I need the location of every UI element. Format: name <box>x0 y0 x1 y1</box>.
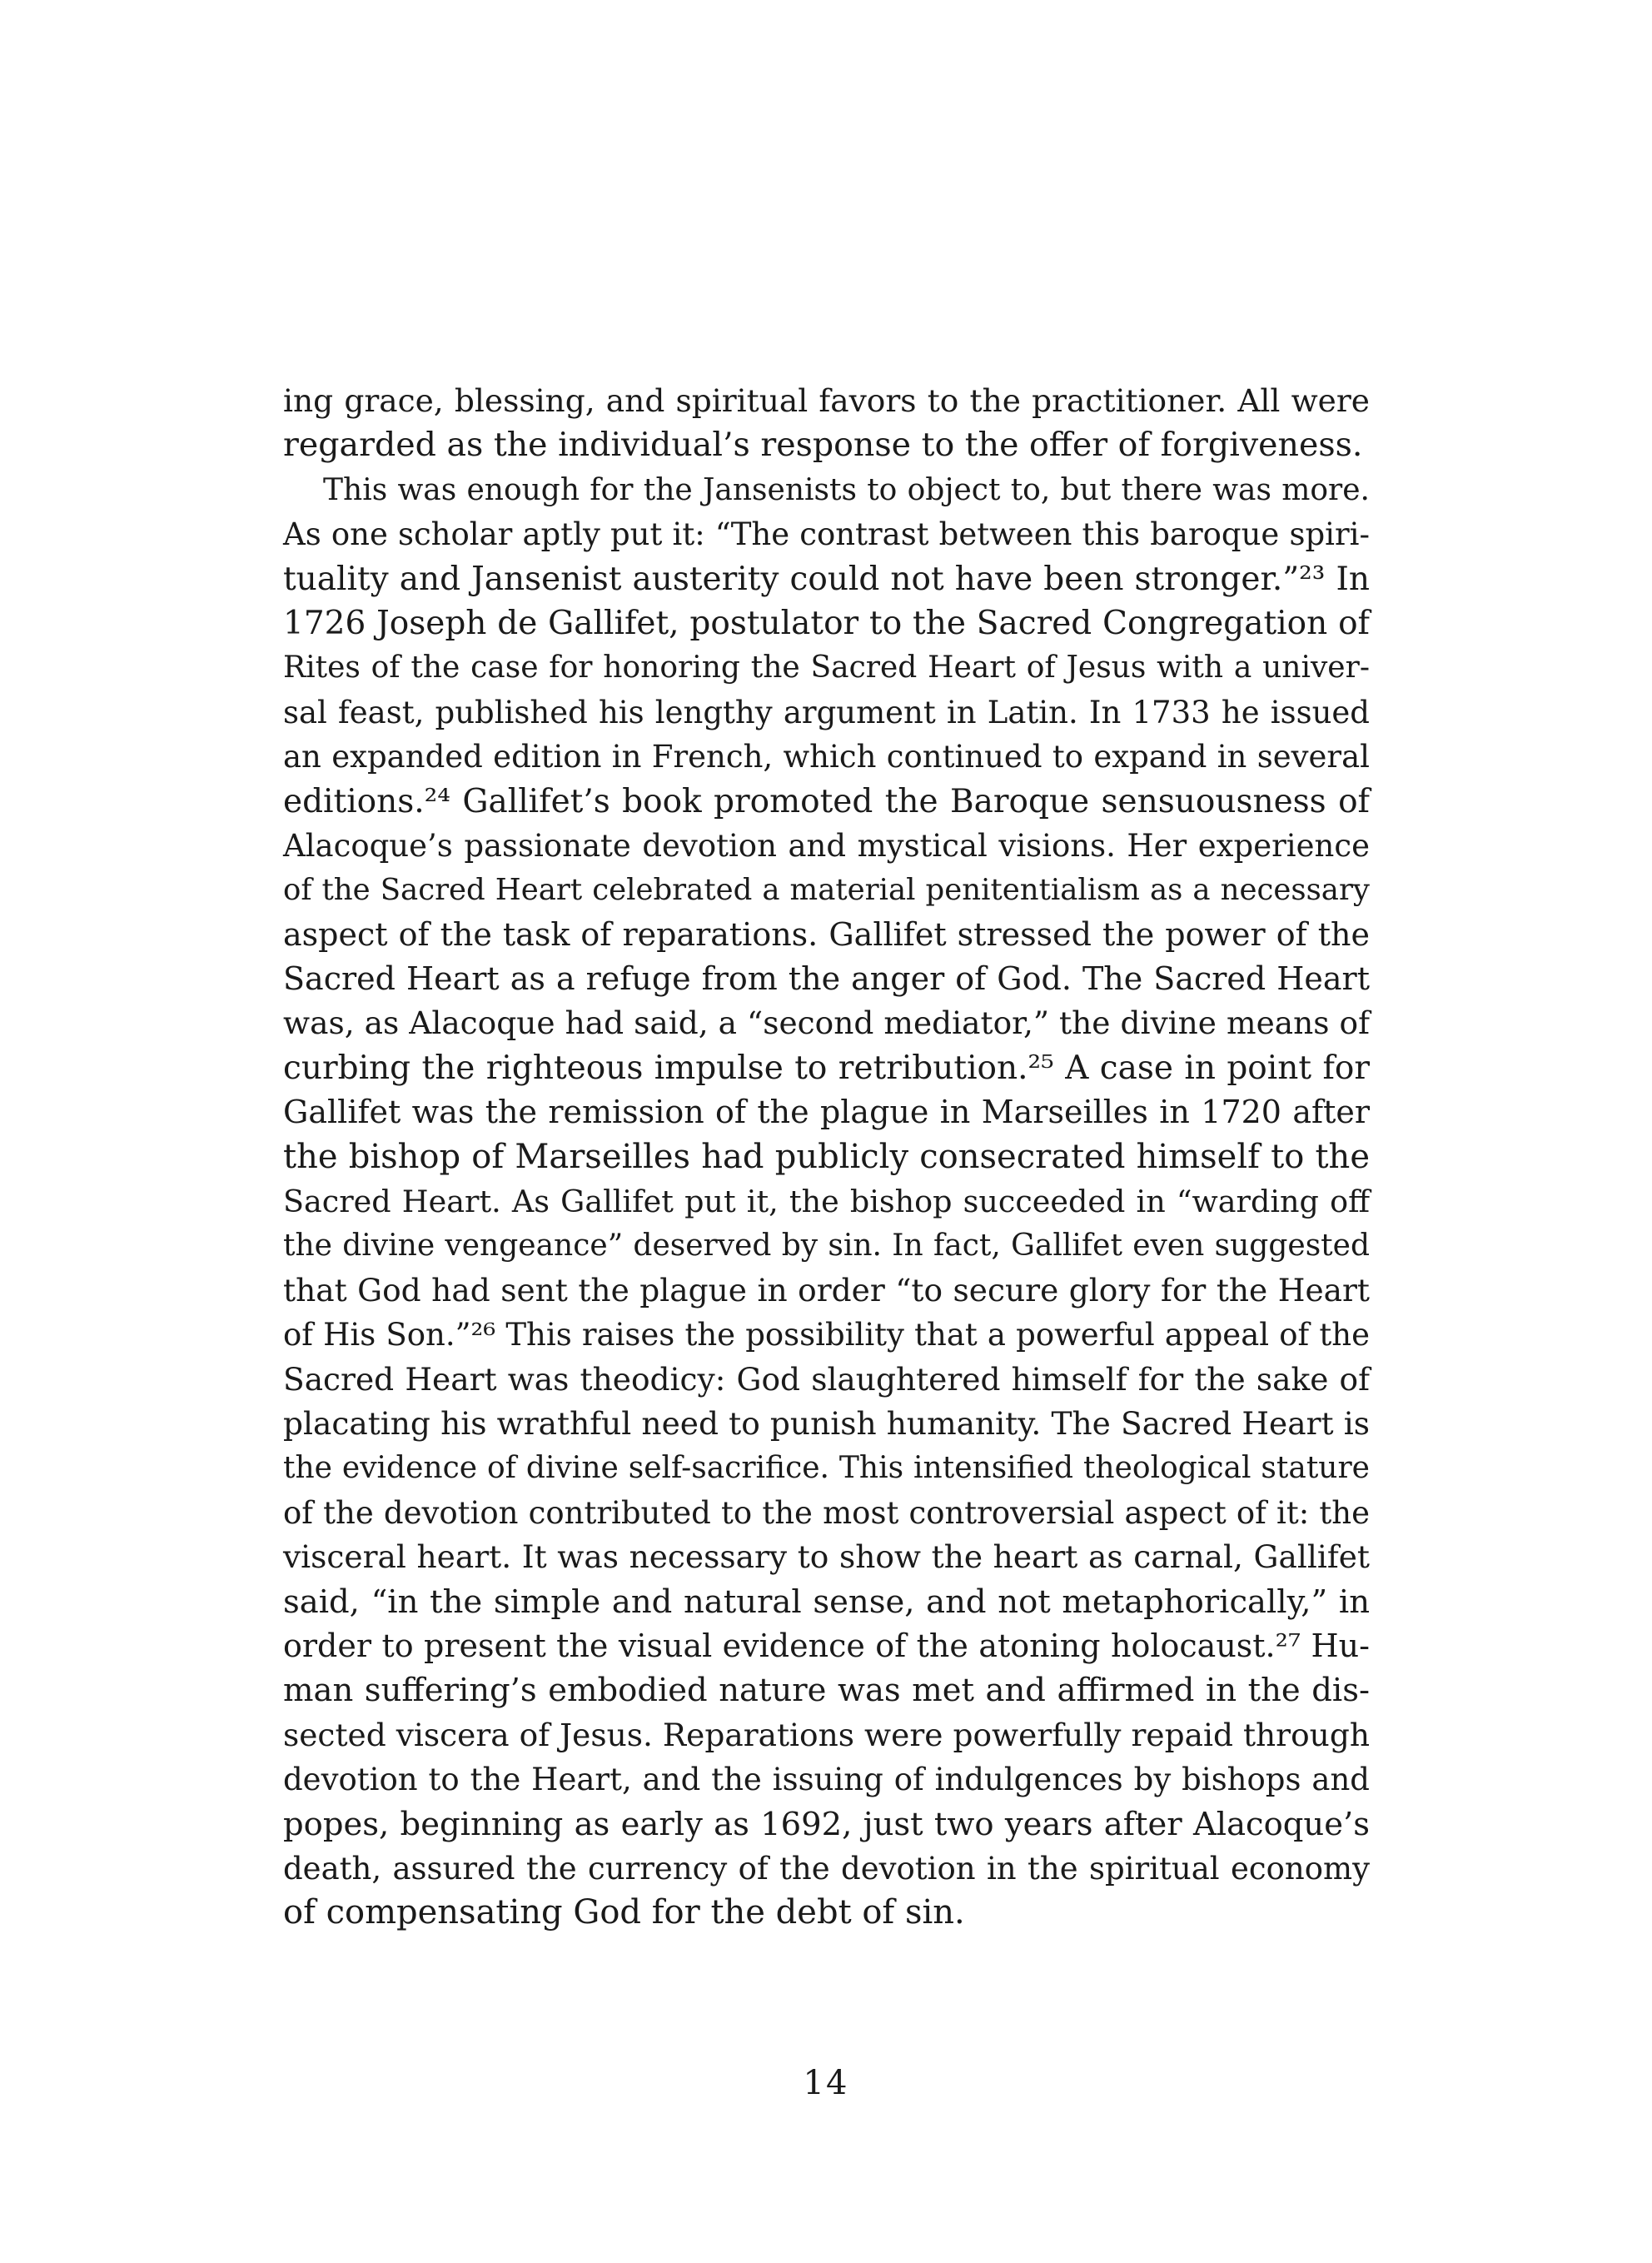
text-line: curbing the righteous impulse to retribution.²⁵ A case in point for <box>283 1049 1370 1087</box>
text-line: Sacred Heart was theodicy: God slaughtered himself for the sake of <box>283 1360 1370 1398</box>
text-line: man suffering’s embodied nature was met and affirmed in the dis- <box>283 1672 1370 1710</box>
body-text <box>283 379 1370 1936</box>
text-line: the evidence of divine self-sacrifice. This intensified theological stature <box>283 1451 1370 1486</box>
text-line: This was enough for the Jansenists to object to, but there was more. <box>323 472 1370 507</box>
text-line: popes, beginning as early as 1692, just two years after Alacoque’s <box>283 1805 1370 1843</box>
text-line: Gallifet was the remission of the plague in Marseilles in 1720 after <box>283 1094 1370 1131</box>
text-line: the divine vengeance” deserved by sin. In fact, Gallifet even suggested <box>283 1229 1370 1264</box>
text-line: death, assured the currency of the devotion in the spiritual economy <box>283 1850 1370 1887</box>
text-line: of compensating God for the debt of sin. <box>283 1893 965 1932</box>
text-line: tuality and Jansenist austerity could not have been stronger.”²³ In <box>283 560 1370 598</box>
text-line: that God had sent the plague in order “to secure glory for the Heart <box>283 1271 1370 1308</box>
text-line: editions.²⁴ Gallifet’s book promoted the Baroque sensuousness of <box>283 782 1370 820</box>
text-line: Sacred Heart as a refuge from the anger of God. The Sacred Heart <box>283 960 1370 998</box>
text-line: sected viscera of Jesus. Reparations were powerfully repaid through <box>283 1716 1370 1753</box>
text-line: order to present the visual evidence of the atoning holocaust.²⁷ Hu- <box>283 1627 1370 1664</box>
text-line: 1726 Joseph de Gallifet, postulator to the Sacred Congregation of <box>283 604 1370 642</box>
text-line: ing grace, blessing, and spiritual favors to the practitioner. All were <box>283 382 1370 419</box>
text-line: said, “in the simple and natural sense, and not metaphorically,” in <box>283 1583 1370 1621</box>
text-line: placating his wrathful need to punish humanity. The Sacred Heart is <box>283 1404 1370 1442</box>
text-line: Sacred Heart. As Gallifet put it, the bishop succeeded in “warding off <box>283 1184 1370 1220</box>
text-line: was, as Alacoque had said, a “second mediator,” the divine means of <box>283 1004 1370 1042</box>
text-line: As one scholar aptly put it: “The contrast between this baroque spiri- <box>283 516 1370 553</box>
text-line: regarded as the individual’s response to the offer of forgiveness. <box>283 426 1363 465</box>
text-line: aspect of the task of reparations. Gallifet stressed the power of the <box>283 915 1370 953</box>
text-line: of the devotion contributed to the most controversial aspect of it: the <box>283 1494 1370 1531</box>
text-line: the bishop of Marseilles had publicly consecrated himself to the <box>283 1137 1370 1176</box>
text-line: sal feast, published his lengthy argument in Latin. In 1733 he issued <box>283 694 1370 730</box>
page-number: 14 <box>803 2064 849 2102</box>
text-line: Alacoque’s passionate devotion and mystical visions. Her experience <box>283 827 1370 864</box>
text-line: of the Sacred Heart celebrated a material penitentialism as a necessary <box>283 873 1370 908</box>
text-line: devotion to the Heart, and the issuing of indulgences by bishops and <box>283 1762 1370 1798</box>
text-line: visceral heart. It was necessary to show the heart as carnal, Gallifet <box>283 1538 1370 1576</box>
text-line: of His Son.”²⁶ This raises the possibility that a powerful appeal of the <box>283 1317 1370 1353</box>
text-line: Rites of the case for honoring the Sacred Heart of Jesus with a univer- <box>283 650 1370 685</box>
text-line: an expanded edition in French, which continued to expand in several <box>283 739 1370 775</box>
